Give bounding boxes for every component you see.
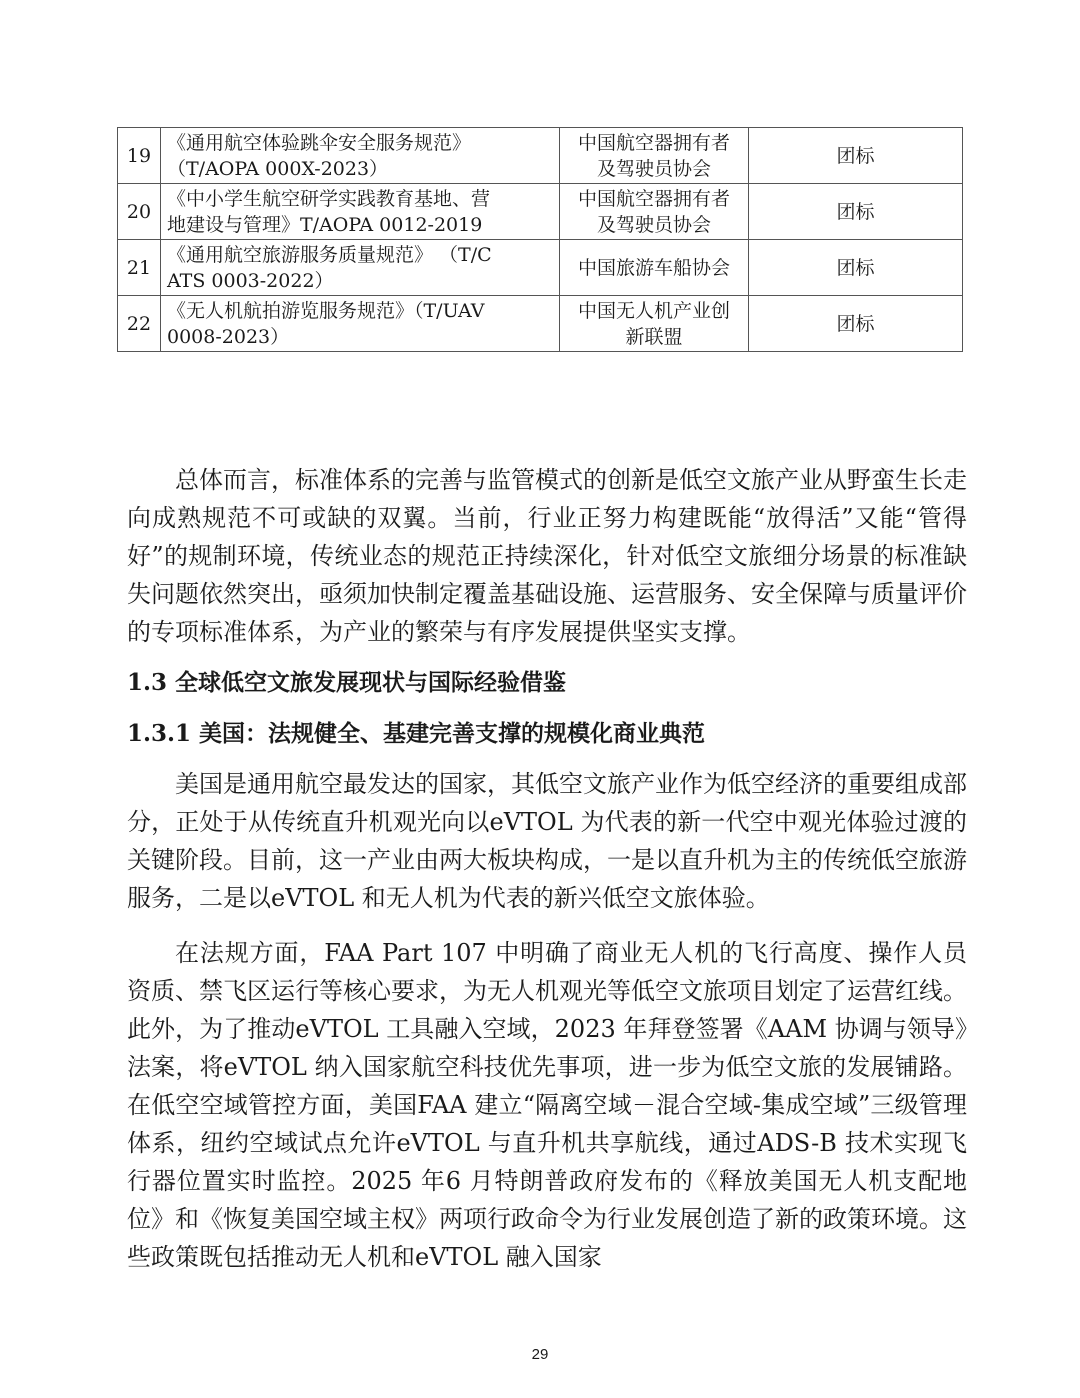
standard-name xyxy=(161,184,560,240)
standard-name xyxy=(161,240,560,296)
table-row xyxy=(118,184,963,240)
usa-regulation-paragraph: 在法规方面，FAA Part 107 中明确了商业无人机的飞行高度、操作人员资质、禁飞区运行等核心要求，为无人机观光等低空文旅项目划定了运营红线。此外，为了推动eVTOL 工具融入空域，2023 年拜登签署《AAM 协调与领导》法案，将eVTOL 纳入国家航空科技优先事项，进一步为低空文旅的发展铺路。在低空空域管控方面，美国FAA 建立“隔离空域－混合空域-集成空域”三级管理体系，纽约空域试点允许eVTOL 与直升机共享航线，通过ADS-B 技术实现飞行器位置实时监控。2025 年6 月特朗普政府发布的《释放美国无人机支配地位》和《恢复美国空域主权》两项行政命令为行业发展创造了新的政策环境。这些政策既包括推动无人机和eVTOL 融入国家 xyxy=(127,939,967,1271)
row-number: 21 xyxy=(118,240,161,296)
standard-type: 团标 xyxy=(749,184,963,240)
organization-line1: 中国旅游车船协会 xyxy=(577,256,730,279)
standard-name-line1: 《通用航空旅游服务质量规范》 （T/C xyxy=(167,243,492,266)
standard-name xyxy=(161,296,560,352)
standards-table xyxy=(117,127,963,352)
standard-name-line2: ATS 0003-2022） xyxy=(167,269,334,292)
row-number: 22 xyxy=(118,296,161,352)
organization-line2: 及驾驶员协会 xyxy=(596,213,711,236)
usa-overview-paragraph: 美国是通用航空最发达的国家，其低空文旅产业作为低空经济的重要组成部分，正处于从传统直升机观光向以eVTOL 为代表的新一代空中观光体验过渡的关键阶段。目前，这一产业由两大板块构成，一是以直升机为主的传统低空旅游服务，二是以eVTOL 和无人机为代表的新兴低空文旅体验。 xyxy=(127,770,967,912)
table-row xyxy=(118,296,963,352)
issuing-organization xyxy=(560,184,749,240)
page-number: 29 xyxy=(531,1346,549,1363)
section-heading-1-3-1: 1.3.1 美国：法规健全、基建完善支撑的规模化商业典范 xyxy=(127,720,706,747)
section-heading-1-3: 1.3 全球低空文旅发展现状与国际经验借鉴 xyxy=(127,669,567,696)
standard-name xyxy=(161,128,560,184)
standard-name-line1: 《通用航空体验跳伞安全服务规范》 xyxy=(167,131,472,154)
issuing-organization xyxy=(560,240,749,296)
summary-paragraph: 总体而言，标准体系的完善与监管模式的创新是低空文旅产业从野蛮生长走向成熟规范不可或缺的双翼。当前，行业正努力构建既能“放得活”又能“管得好”的规制环境，传统业态的规范正持续深化，针对低空文旅细分场景的标准缺失问题依然突出，亟须加快制定覆盖基础设施、运营服务、安全保障与质量评价的专项标准体系，为产业的繁荣与有序发展提供坚实支撑。 xyxy=(127,466,967,646)
organization-line1: 中国航空器拥有者 xyxy=(577,131,730,154)
organization-line2: 及驾驶员协会 xyxy=(596,157,711,180)
issuing-organization xyxy=(560,296,749,352)
standard-name-line1: 《中小学生航空研学实践教育基地、营 xyxy=(167,187,491,210)
standard-type: 团标 xyxy=(749,128,963,184)
issuing-organization xyxy=(560,128,749,184)
row-number: 20 xyxy=(118,184,161,240)
standard-name-line2: 0008-2023） xyxy=(167,325,290,348)
standard-type: 团标 xyxy=(749,296,963,352)
row-number: 19 xyxy=(118,128,161,184)
standard-name-line1: 《无人机航拍游览服务规范》（T/UAV xyxy=(167,299,485,322)
organization-line2: 新联盟 xyxy=(625,325,683,348)
standard-name-line2: （T/AOPA 000X-2023） xyxy=(167,157,389,180)
table-row xyxy=(118,240,963,296)
organization-line1: 中国无人机产业创 xyxy=(577,299,730,322)
organization-line1: 中国航空器拥有者 xyxy=(577,187,730,210)
table-row xyxy=(118,128,963,184)
standard-type: 团标 xyxy=(749,240,963,296)
standard-name-line2: 地建设与管理》T/AOPA 0012-2019 xyxy=(167,213,483,236)
